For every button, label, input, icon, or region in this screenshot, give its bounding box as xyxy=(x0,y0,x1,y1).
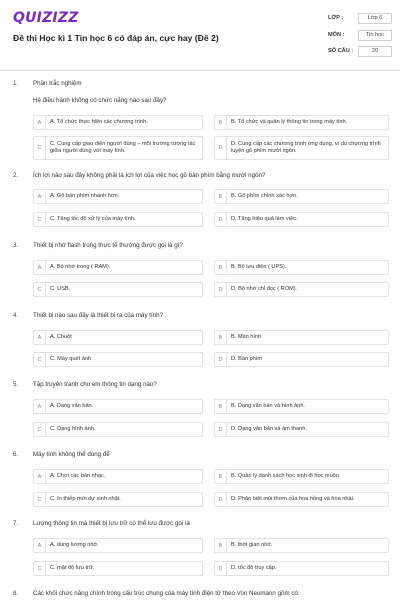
meta-value-question-count: 20 xyxy=(358,46,392,57)
option-a[interactable] xyxy=(33,260,203,275)
option-b[interactable] xyxy=(214,399,389,414)
option-a[interactable] xyxy=(33,330,203,345)
option-text: C. USB. xyxy=(50,285,71,292)
option-d[interactable] xyxy=(214,212,389,227)
option-text: A. Tổ chức thực hiện các chương trình. xyxy=(50,118,148,125)
option-letter: C xyxy=(34,213,46,226)
meta-label-class: LỚP : xyxy=(328,15,344,21)
option-text: B. Gõ phím chính xác hơn. xyxy=(231,192,298,199)
header-divider xyxy=(0,70,400,71)
meta-value-class: Lớp 6 xyxy=(358,13,392,24)
option-text: C. Máy quét ảnh xyxy=(50,355,92,362)
question-text: Máy tính không thể dùng để xyxy=(33,451,110,458)
option-c[interactable] xyxy=(33,422,203,437)
document-title: Đề thi Học kì 1 Tin học 6 có đáp án, cực hay (Đề 2) xyxy=(13,33,219,43)
option-d[interactable] xyxy=(214,492,389,507)
question-text: Thiết bị nhớ flash trong thực tế thường được gọi là gì? xyxy=(33,242,183,249)
option-d[interactable] xyxy=(214,136,389,160)
option-text: A. dung lượng nhớ. xyxy=(50,541,99,548)
meta-value-subject: Tin học xyxy=(358,30,392,41)
question-text: Lượng thông tin mà thiết bị lưu trữ có thể lưu được gọi là xyxy=(33,520,190,527)
option-d[interactable] xyxy=(214,282,389,297)
question-number: 4. xyxy=(13,312,19,319)
option-a[interactable] xyxy=(33,399,203,414)
option-text: A. Chuột xyxy=(50,333,72,340)
option-text: D. Dạng văn bản và âm thanh. xyxy=(231,425,307,432)
option-letter: D xyxy=(215,423,227,436)
question-number: 5. xyxy=(13,381,19,388)
option-text: B. Dạng văn bản và hình ảnh. xyxy=(231,402,306,409)
question-text: Thiết bị nào sau đây là thiết bị ra của máy tính? xyxy=(33,312,164,319)
option-letter: A xyxy=(34,539,46,552)
option-text: B. Bộ lưu điện ( UPS). xyxy=(231,263,287,270)
option-d[interactable] xyxy=(214,352,389,367)
question-number: 2. xyxy=(13,172,19,179)
option-b[interactable] xyxy=(214,189,389,204)
option-c[interactable] xyxy=(33,282,203,297)
option-a[interactable] xyxy=(33,189,203,204)
question-number: 7. xyxy=(13,520,19,527)
option-text: C. Dạng hình ảnh. xyxy=(50,425,96,432)
question-subtext: Hệ điều hành không có chức năng nào sau đây? xyxy=(33,97,167,104)
option-letter: A xyxy=(34,116,46,129)
option-letter: D xyxy=(215,353,227,366)
option-b[interactable] xyxy=(214,538,389,553)
option-d[interactable] xyxy=(214,422,389,437)
option-letter: B xyxy=(215,261,227,274)
option-letter: A xyxy=(34,261,46,274)
question-number: 1. xyxy=(13,80,19,87)
question-number: 6. xyxy=(13,451,19,458)
option-letter: A xyxy=(34,400,46,413)
option-letter: D xyxy=(215,137,227,159)
option-letter: B xyxy=(215,470,227,483)
option-text: D. Phân biệt mùi thơm của hoa hồng và hoa nhài. xyxy=(231,495,355,502)
option-letter: C xyxy=(34,493,46,506)
option-letter: B xyxy=(215,190,227,203)
meta-label-subject: MÔN : xyxy=(328,32,345,38)
option-text: A. Bộ nhớ trong ( RAM). xyxy=(50,263,111,270)
option-text: B. Quản lý danh sách học sinh đi học muộn. xyxy=(231,472,341,479)
option-c[interactable] xyxy=(33,352,203,367)
question-text: Ích lợi nào sau đây không phải là ích lợi của việc học gõ bàn phím bằng mười ngón? xyxy=(33,172,266,179)
option-b[interactable] xyxy=(214,115,389,130)
meta-label-question-count: SỐ CÂU : xyxy=(328,48,354,54)
question-text: Các khối chức năng chính trong cấu trúc chung của máy tính điện tử theo Von Neumann gồm có: xyxy=(33,590,300,597)
option-b[interactable] xyxy=(214,260,389,275)
option-text: A. Gõ bàn phím nhanh hơn. xyxy=(50,192,120,199)
option-c[interactable] xyxy=(33,492,203,507)
option-letter: C xyxy=(34,353,46,366)
question-text: Tập truyện tranh cho em thông tin dạng nào? xyxy=(33,381,157,388)
option-text: D. Bàn phím xyxy=(231,355,263,362)
option-text: A. Chơi các bản nhạc. xyxy=(50,472,106,479)
option-text: D. tốc độ truy cập. xyxy=(231,564,277,571)
option-letter: C xyxy=(34,423,46,436)
option-letter: B xyxy=(215,116,227,129)
option-text: D. Bộ nhớ chỉ đọc ( ROM). xyxy=(231,285,298,292)
option-letter: B xyxy=(215,331,227,344)
option-text: B. Tổ chức và quản lý thông tin trong máy tính. xyxy=(231,118,348,125)
option-a[interactable] xyxy=(33,115,203,130)
option-letter: A xyxy=(34,331,46,344)
option-text: C. In thiếp mời dự sinh nhật. xyxy=(50,495,121,502)
option-a[interactable] xyxy=(33,538,203,553)
option-letter: D xyxy=(215,213,227,226)
option-letter: C xyxy=(34,137,46,159)
option-text: B. thời gian nhớ. xyxy=(231,541,273,548)
question-number: 8. xyxy=(13,590,19,597)
option-text: D. Cung cấp các chương trình ứng dụng, ví dụ chương trình luyện gõ phím mười ngón. xyxy=(231,140,381,154)
option-letter: D xyxy=(215,493,227,506)
option-letter: D xyxy=(215,283,227,296)
option-text: D. Tăng hiệu quả làm việc. xyxy=(231,215,298,222)
option-text: C. mặt độ lưu trữ. xyxy=(50,564,95,571)
option-b[interactable] xyxy=(214,469,389,484)
option-c[interactable] xyxy=(33,212,203,227)
question-number: 3. xyxy=(13,242,19,249)
option-letter: C xyxy=(34,562,46,575)
quizizz-logo: QUIZIZZ xyxy=(13,10,79,26)
question-text: Phần trắc nghiệm xyxy=(33,80,82,87)
option-b[interactable] xyxy=(214,330,389,345)
option-letter: A xyxy=(34,470,46,483)
option-text: C. Cung cấp giao diện người dùng – môi trường tương tác giữa người dùng với máy tính. xyxy=(50,140,196,154)
option-c[interactable] xyxy=(33,136,203,160)
worksheet-header xyxy=(0,0,400,64)
option-letter: D xyxy=(215,562,227,575)
option-letter: A xyxy=(34,190,46,203)
option-a[interactable] xyxy=(33,469,203,484)
option-d[interactable] xyxy=(214,561,389,576)
option-letter: B xyxy=(215,400,227,413)
option-text: B. Màn hình xyxy=(231,333,262,340)
option-text: A. Dạng văn bản. xyxy=(50,402,94,409)
option-text: C. Tăng tốc độ xử lý của máy tính. xyxy=(50,215,136,222)
option-c[interactable] xyxy=(33,561,203,576)
option-letter: C xyxy=(34,283,46,296)
option-letter: B xyxy=(215,539,227,552)
